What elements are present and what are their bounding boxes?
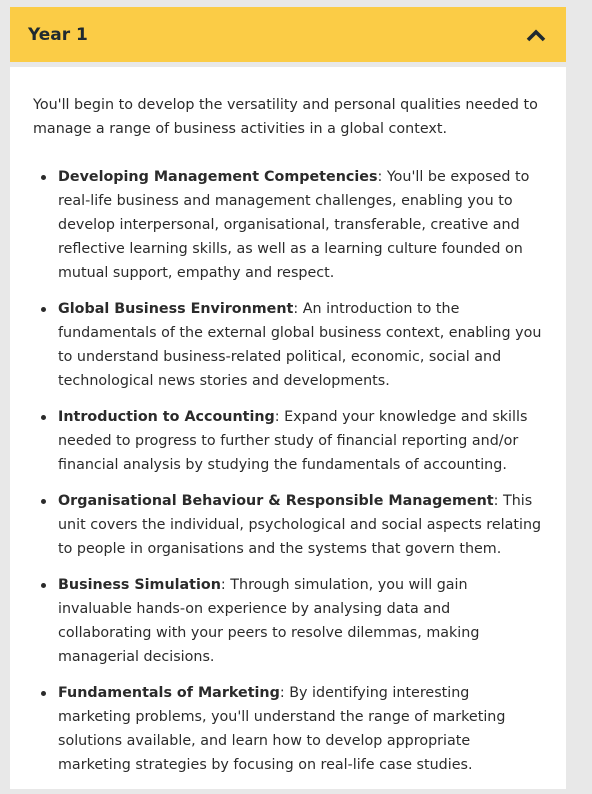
- list-item: [58, 681, 544, 777]
- unit-name: Introduction to Accounting: [58, 409, 275, 425]
- list-item: [58, 165, 544, 285]
- year-accordion: [10, 7, 566, 789]
- unit-name: Business Simulation: [58, 577, 221, 593]
- unit-name: Developing Management Competencies: [58, 169, 378, 185]
- accordion-header-year-1[interactable]: [10, 7, 566, 62]
- accordion-panel: [10, 67, 566, 789]
- unit-name: Global Business Environment: [58, 301, 294, 317]
- unit-description: : By identifying interesting marketing problems, you'll understand the range of marketing solutions available, and learn how to develop appropriate marketing strategies by focusing on real-life case studies.: [58, 685, 506, 773]
- unit-description: : Expand your knowledge and skills needed to progress to further study of financial reporting and/or financial analysis by studying the fundamentals of accounting.: [58, 409, 528, 473]
- unit-name: Organisational Behaviour & Responsible Management: [58, 493, 494, 509]
- unit-list: [33, 165, 544, 777]
- intro-text: You'll begin to develop the versatility and personal qualities needed to manage a range of business activities in a global context.: [33, 97, 538, 137]
- unit-description: : You'll be exposed to real-life business and management challenges, enabling you to develop interpersonal, organisational, transferable, creative and reflective learning skills, as well as a learning culture founded on mutual support, empathy and respect.: [58, 169, 530, 281]
- unit-name: Fundamentals of Marketing: [58, 685, 280, 701]
- chevron-up-icon[interactable]: [525, 27, 547, 43]
- list-item: [58, 573, 544, 669]
- list-item: [58, 489, 544, 561]
- list-item: [58, 405, 544, 477]
- unit-description: : Through simulation, you will gain invaluable hands-on experience by analysing data and collaborating with your peers to resolve dilemmas, making managerial decisions.: [58, 577, 480, 665]
- unit-description: : This unit covers the individual, psychological and social aspects relating to people in organisations and the systems that govern them.: [58, 493, 542, 557]
- accordion-title: Year 1: [28, 24, 88, 45]
- unit-description: : An introduction to the fundamentals of the external global business context, enabling you to understand business-related political, economic, social and technological news stories and developments.: [58, 301, 542, 389]
- list-item: [58, 297, 544, 393]
